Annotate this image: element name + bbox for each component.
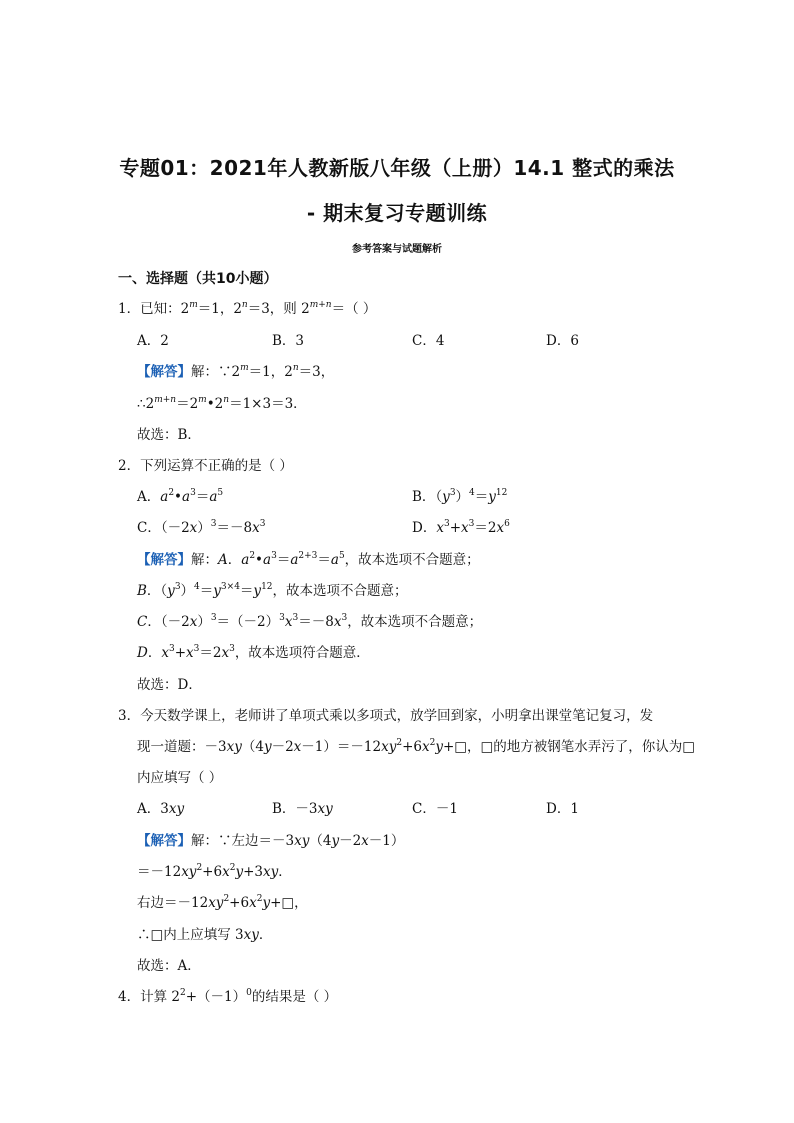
subtitle: 参考答案与试题解析 (352, 244, 442, 255)
section-heading: 一、选择题（共10小题） (118, 271, 278, 287)
q2-conclusion: 故选：D． (137, 677, 202, 693)
q2-option-b: B．$(y^3)^4=y^{12}$ (412, 488, 508, 505)
q2-answer-line4: D．$x^3+x^3=2x^3$，故本选项符合题意． (137, 644, 370, 661)
q1-answer-line2: $\therefore 2^{m+n}=2^m•2^n=1\times 3=3$． (137, 395, 307, 412)
q1-option-d: D．6 (546, 333, 579, 349)
q3-option-c: C．－1 (412, 801, 458, 817)
q3-stem-line3: 内应填写（ ） (137, 770, 223, 786)
q3-answer-line1: 【解答】解：∵左边＝－3xy（4y－2x－1） (137, 833, 405, 849)
q1-option-a: A．2 (137, 333, 169, 349)
page-title-line1: 专题01：2021年人教新版八年级（上册）14.1 整式的乘法 (119, 156, 675, 180)
q2-option-d: D．$x^3+x^3=2x^6$ (412, 519, 510, 536)
q3-stem-line1: 3．今天数学课上，老师讲了单项式乘以多项式，放学回到家，小明拿出课堂笔记复习，发 (118, 708, 654, 724)
q4-stem: 4．计算 $2^2+(-1)^0$的结果是（ ） (118, 988, 338, 1005)
q3-option-b: B．－3xy (272, 801, 333, 817)
q2-answer-line3: C．$(-2x)^3=(-2)^3x^3=-8x^3$，故本选项不合题意； (137, 613, 483, 630)
q3-option-d: D．1 (546, 801, 579, 817)
q3-answer-line3: 右边$=-12xy^2+6x^2y+□$， (137, 894, 308, 911)
q2-stem: 2．下列运算不正确的是（ ） (118, 458, 293, 474)
q2-answer-line1: 【解答】解：A．$a^2•a^3=a^{2+3}=a^5$，故本选项不合题意； (137, 551, 480, 568)
q3-stem-line2: 现一道题：$-3xy(4y-2x-1)=-12xy^2+6x^2y+□$，□的地方被钢笔水弄污了，你认为□ (137, 738, 696, 755)
q2-option-c: C．$(-2x)^3=-8x^3$ (137, 519, 266, 536)
q3-option-a: A．3xy (137, 801, 185, 817)
q1-option-c: C．4 (412, 333, 445, 349)
q1-option-b: B．3 (272, 333, 305, 349)
q1-answer-line1: 【解答】解：$\because 2^m=1$，$2^n=3$， (137, 363, 335, 380)
q3-answer-line4: ∴□内上应填写 3xy． (137, 927, 273, 943)
q1-stem: 1．已知：$2^m=1$，$2^n=3$，则 $2^{m+n}=$（ ） (118, 300, 377, 317)
q3-answer-line2: $=-12xy^2+6x^2y+3xy$． (137, 863, 292, 880)
q2-option-a: A．$a^2•a^3=a^5$ (137, 488, 224, 505)
q1-conclusion: 故选：B． (137, 427, 201, 443)
page-title-line2: - 期末复习专题训练 (306, 201, 488, 225)
q2-answer-line2: B．$(y^3)^4=y^{3\times 4}=y^{12}$，故本选项不合题意； (137, 582, 408, 599)
q3-conclusion: 故选：A． (137, 958, 201, 974)
